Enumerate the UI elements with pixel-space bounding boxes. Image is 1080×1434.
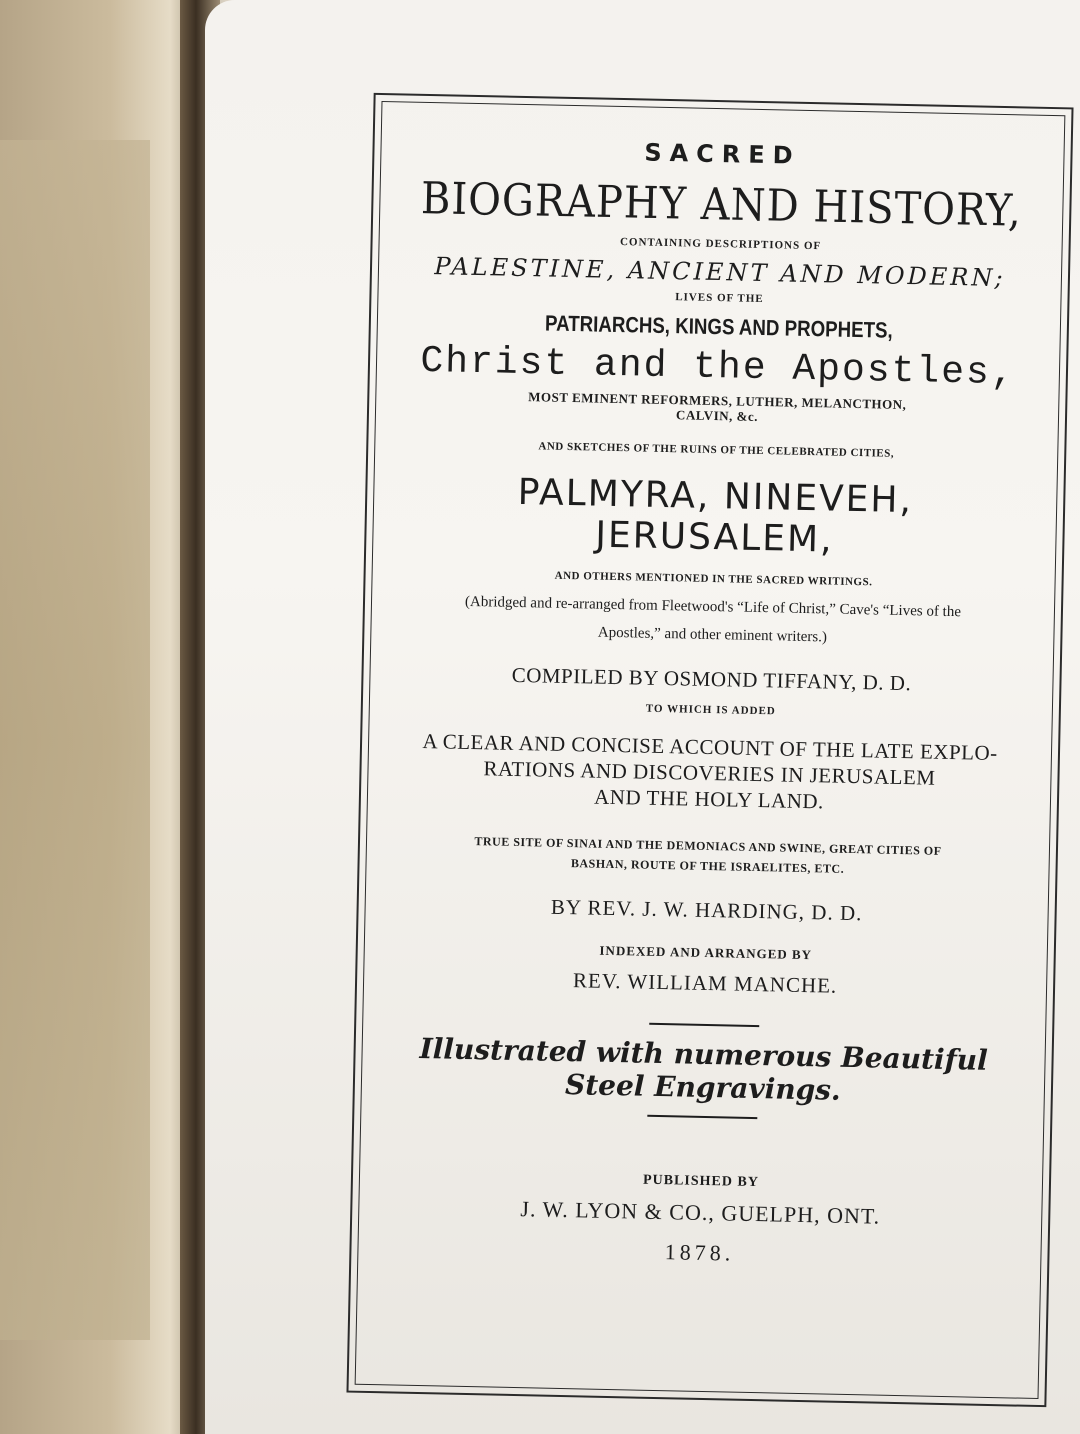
patriarchs-line: PATRIARCHS, KINGS AND PROPHETS, [544, 310, 893, 343]
palestine-line: PALESTINE, ANCIENT AND MODERN; [434, 252, 1006, 293]
abridged-line-2: Apostles,” and other eminent writers.) [597, 624, 828, 646]
sacred-line: SACRED [644, 138, 801, 170]
compiled-line: COMPILED BY OSMOND TIFFANY, D. D. [511, 662, 912, 696]
year-line: 1878. [664, 1239, 735, 1266]
indexed-line: INDEXED AND ARRANGED BY [599, 942, 813, 963]
left-page-tissue [0, 140, 150, 1340]
reformers-line-1: MOST EMINENT REFORMERS, LUTHER, MELANCTHON, [528, 389, 907, 413]
page-border [346, 93, 1073, 1407]
left-page [0, 0, 200, 1434]
title-page-content [381, 125, 1041, 1272]
rule-bottom [647, 1115, 757, 1119]
manche-line: REV. WILLIAM MANCHE. [572, 968, 838, 998]
others-line: AND OTHERS MENTIONED IN THE SACRED WRITINGS. [554, 569, 873, 589]
cities-line: PALMYRA, NINEVEH, JERUSALEM, [517, 471, 914, 561]
title-page [205, 0, 1080, 1434]
sinai-line-1: TRUE SITE OF SINAI AND THE DEMONIACS AND SWINE, GREAT CITIES OF [474, 834, 942, 858]
harding-line: BY REV. J. W. HARDING, D. D. [550, 894, 863, 926]
added-line: TO WHICH IS ADDED [645, 702, 776, 718]
illustrated-line: Illustrated with numerous Beautiful Steel Engravings. [419, 1031, 989, 1107]
publisher-line: J. W. LYON & CO., GUELPH, ONT. [520, 1196, 881, 1229]
reformers-line-2: CALVIN, &c. [675, 407, 759, 424]
account-line-3: AND THE HOLY LAND. [593, 784, 825, 814]
containing-line: CONTAINING DESCRIPTIONS OF [619, 236, 822, 253]
sketches-line: AND SKETCHES OF THE RUINS OF THE CELEBRATED CITIES, [538, 440, 895, 460]
account-line-1: A CLEAR AND CONCISE ACCOUNT OF THE LATE EXPLO- [422, 728, 998, 766]
abridged-line-1: (Abridged and re-arranged from Fleetwood's “Life of Christ,” Cave's “Lives of the [464, 593, 962, 621]
published-by-line: PUBLISHED BY [642, 1172, 760, 1191]
lives-line: LIVES OF THE [675, 291, 764, 306]
account-line-2: RATIONS AND DISCOVERIES IN JERUSALEM [483, 756, 936, 790]
main-title: BIOGRAPHY AND HISTORY, [420, 173, 1023, 237]
sinai-line-2: BASHAN, ROUTE OF THE ISRAELITES, ETC. [570, 856, 845, 876]
rule-top [649, 1023, 759, 1027]
christ-line: Christ and the Apostles, [419, 339, 1017, 396]
